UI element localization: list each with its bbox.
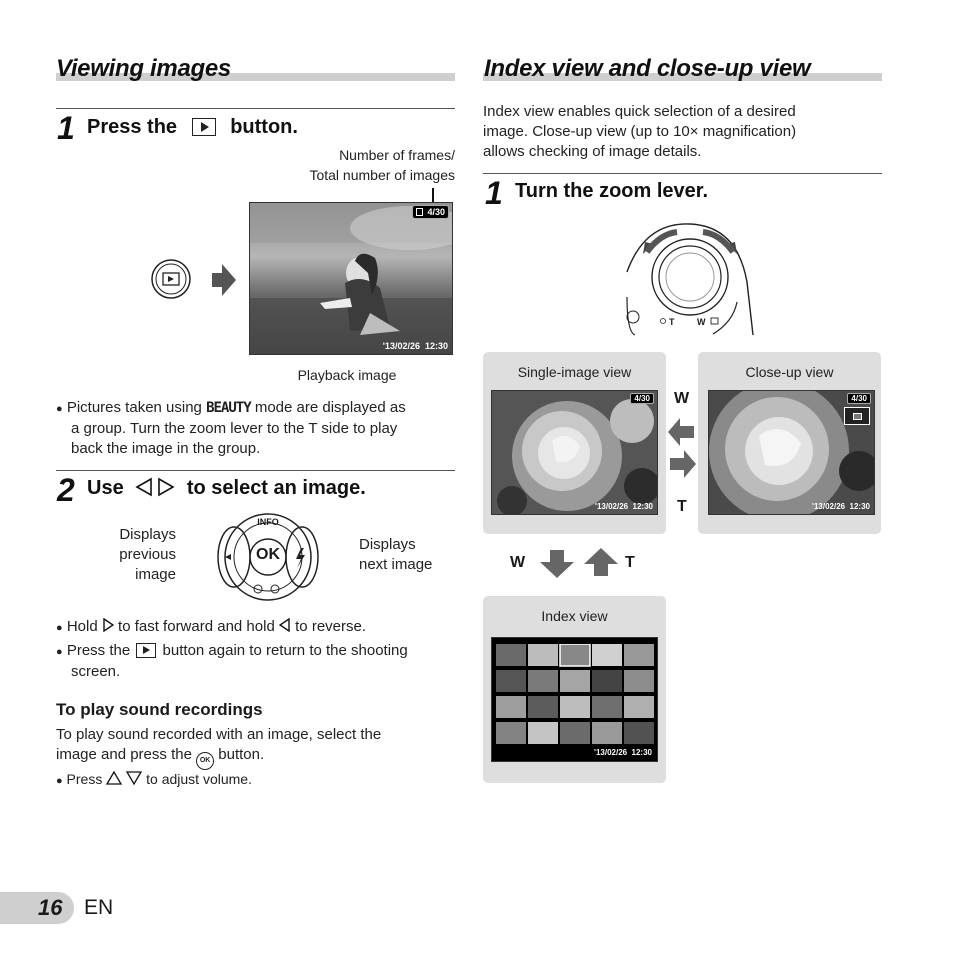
step2-number: 2 [57, 472, 75, 508]
index-title: Index view [541, 608, 608, 624]
playback-caption: Playback image [297, 367, 397, 383]
step-zoom-rule [483, 173, 882, 174]
step2-instruction [87, 477, 366, 500]
closeup-title: Close-up view [745, 364, 834, 380]
index-date: '13/02/26 12:30 [594, 748, 652, 757]
single-image-panel [483, 352, 666, 534]
ok-button-icon: OK [196, 752, 214, 770]
playback-date: '13/02/26 12:30 [382, 341, 448, 351]
step2-rule [56, 470, 455, 471]
next-image-label: Displays next image [359, 536, 433, 573]
volume-note: ● Press to adjust volume. [56, 771, 252, 787]
closeup-counter: 4/30 [847, 393, 871, 404]
step-zoom-number: 1 [485, 175, 503, 211]
w-label-index: W [510, 554, 526, 571]
right-arrow-icon [102, 618, 114, 632]
index-thumbnails [496, 644, 655, 744]
frame-counter: 4/30 [427, 207, 445, 217]
bullet-dot: ● [56, 403, 63, 415]
arrow-left-icon [668, 418, 694, 446]
language-code: EN [84, 896, 114, 919]
single-date: '13/02/26 12:30 [595, 502, 653, 511]
step1-text-after: button. [230, 116, 298, 138]
section-title-viewing: Viewing images [56, 55, 231, 82]
zoom-lever-icon [625, 222, 755, 337]
frame-counter-badge [412, 205, 449, 219]
single-counter: 4/30 [630, 393, 654, 404]
arrow-right-icon [212, 264, 236, 296]
page-number: 16 [38, 895, 63, 920]
step-zoom-instruction: Turn the zoom lever. [515, 180, 708, 202]
beauty-note-line1: ● Pictures taken using BEAUTY mode are displayed as [56, 399, 406, 416]
step1-rule [56, 108, 455, 109]
step1-instruction [87, 116, 298, 139]
bullet-dot: ● [56, 646, 63, 658]
single-image-title: Single-image view [517, 364, 632, 380]
press-play-note: ● Press the button again to return to the shooting screen. [56, 642, 408, 680]
group-icon [416, 208, 423, 216]
zoom-position-icon [844, 407, 870, 425]
beauty-mode-icon: BEAUTY [206, 400, 251, 416]
sound-heading: To play sound recordings [56, 700, 263, 719]
bullet-dot: ● [56, 622, 63, 634]
w-label: W [674, 390, 690, 407]
play-button-icon [192, 118, 216, 136]
prev-image-label: Displays previous image [119, 526, 176, 583]
arrow-right-icon [670, 450, 696, 478]
zoom-lever-illustration [625, 222, 755, 337]
step2-text-before: Use [87, 477, 124, 499]
dial-ok-label: OK [256, 546, 280, 563]
t-label: T [677, 498, 687, 515]
closeup-photo [708, 390, 875, 515]
page-number-tab [0, 892, 74, 924]
closeup-panel [698, 352, 881, 534]
arrow-up-icon [584, 548, 618, 576]
left-right-arrows-icon [133, 477, 177, 497]
section-title-index: Index view and close-up view [484, 55, 811, 82]
index-grid [491, 637, 658, 762]
play-button-icon [136, 643, 156, 658]
playback-image [249, 202, 453, 355]
hold-note: ● Hold to fast forward and hold to reverse. [56, 618, 367, 635]
step2-text-after: to select an image. [186, 477, 366, 499]
step1-number: 1 [57, 110, 75, 146]
frames-label-line1: Number of frames/ [339, 147, 455, 163]
left-arrow-icon [279, 618, 291, 632]
beauty-note-line3: back the image in the group. [71, 440, 261, 457]
up-down-arrows-icon [106, 771, 142, 785]
closeup-date: '13/02/26 12:30 [812, 502, 870, 511]
index-panel [483, 596, 666, 783]
bullet-dot: ● [56, 775, 63, 787]
dial-info-label: INFO [257, 517, 279, 527]
sound-instructions: To play sound recorded with an image, select the image and press the OK button. [56, 725, 456, 770]
lever-t-label: T [669, 317, 675, 327]
lever-w-label: W [697, 317, 706, 327]
frames-label-line2: Total number of images [309, 167, 455, 183]
camera-play-button-icon [150, 258, 192, 300]
single-image-photo [491, 390, 658, 515]
index-intro: Index view enables quick selection of a desired image. Close-up view (up to 10× magnification) allows checking of image details. [483, 103, 797, 160]
beauty-note-line2: a group. Turn the zoom lever to the T side to play [71, 420, 398, 437]
control-dial [209, 512, 327, 602]
step1-text-before: Press the [87, 116, 178, 138]
beauty-note [56, 398, 456, 459]
t-label-index: T [625, 554, 635, 571]
frames-label [250, 145, 455, 185]
arrow-down-icon [540, 550, 574, 578]
